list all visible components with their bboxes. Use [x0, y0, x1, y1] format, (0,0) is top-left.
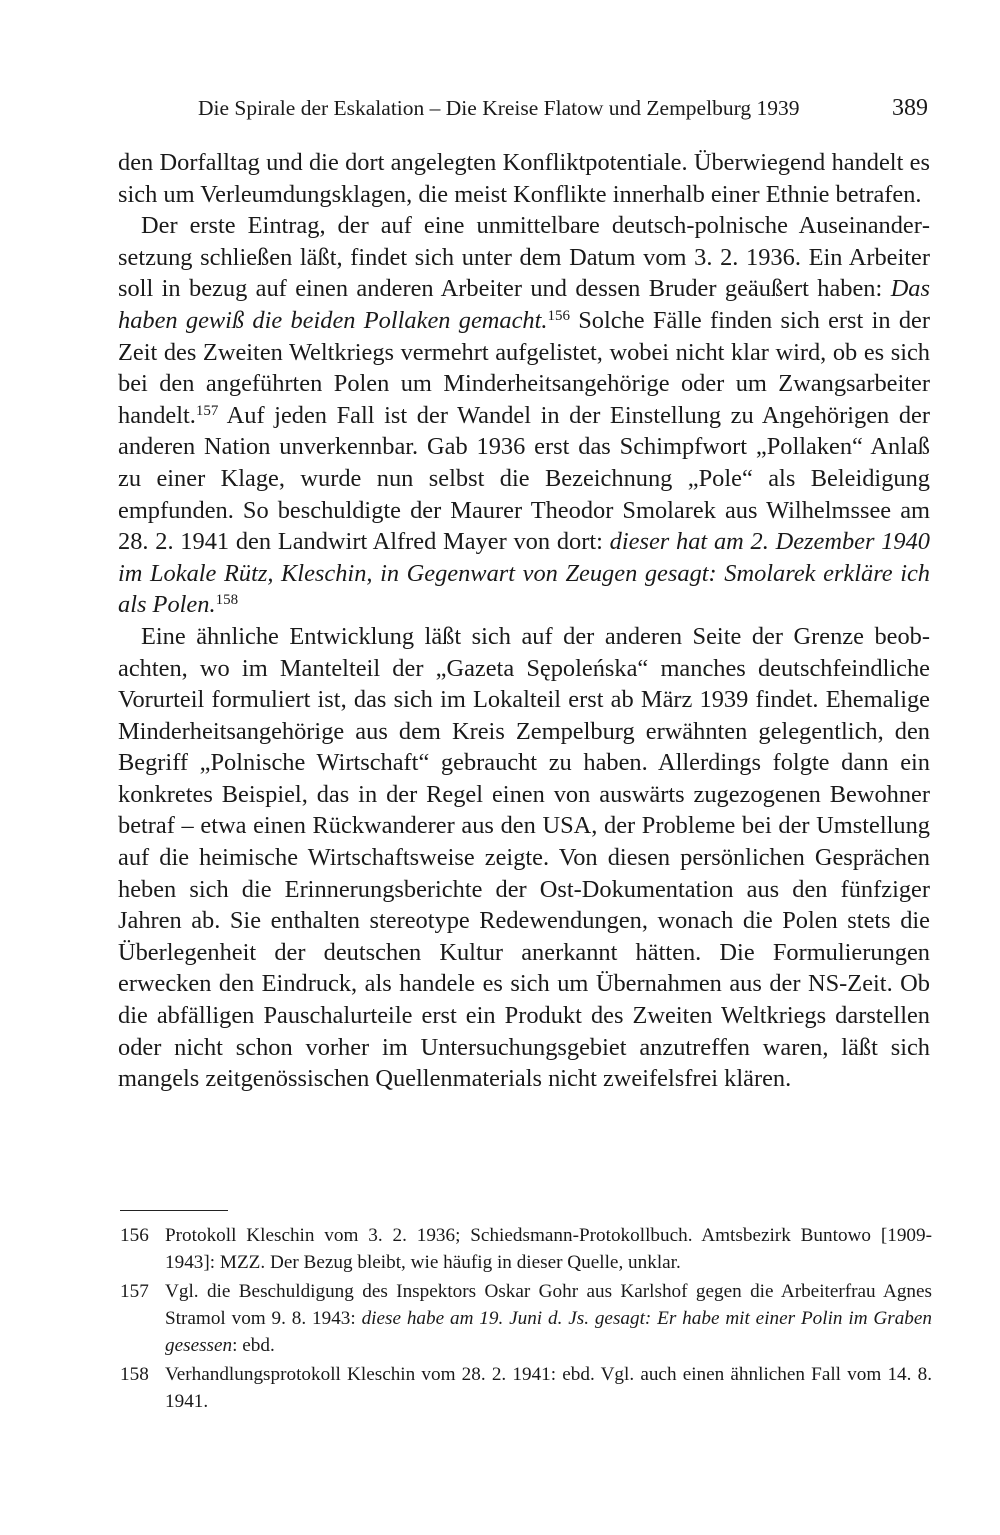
text-run: Auf jeden Fall ist der Wandel in der Einstellung zu Angehörigen der anderen Nation unverkennbar. Gab 1936 erst das Schimpfwort „Pollaken“ Anlaß zu einer Klage, wurde nun selbst die Bezeichnung „Pole“ als Beleidigung empfunden. So beschuldigte der Maurer Theodor Smolarek aus Wilhelmssee am 28. 2. 1941 den Landwirt Alfred Mayer von dort: — [118, 401, 930, 556]
footnote — [120, 1278, 932, 1359]
text-run: Eine ähnliche Entwicklung läßt sich auf der anderen Seite der Grenze beobachten, wo im Mantelteil der „Gazeta Sępoleńska“ manches deutschfeindliche Vorurteil formuliert ist, das sich im Lokalteil erst ab März 1939 findet. Ehemalige Minderheitsangehörige aus dem Kreis Zempelburg erwähnten gelegentlich, den Begriff „Polnische Wirtschaft“ gebraucht zu haben. Allerdings folgte dann ein konkretes Beispiel, das in der Regel einen von auswärts zugezogenen Bewohner betraf – etwa einen Rückwanderer aus den USA, der Probleme bei der Umstellung auf die heimische Wirtschaftsweise zeigte. Von diesen persönlichen Gesprächen heben sich die Erinnerungsberichte der Ost-Dokumentation aus den fünfziger Jahren ab. Sie enthalten stereotype Redewendungen, wonach die Polen stets die Überlegenheit der deutschen Kultur anerkannt hätten. Die Formulierungen erwecken den Eindruck, als handele es sich um Übernahmen aus der NS-Zeit. Ob die abfälligen Pauschalurteile erst ein Produkt des Zweiten Weltkriegs darstellen oder nicht schon vorher im Untersuchungsgebiet anzutreffen waren, läßt sich mangels zeitgenössischen Quellenmaterials nicht zweifelsfrei klären. — [118, 622, 930, 1093]
footnotes — [120, 1222, 932, 1417]
text-run: Verhandlungsprotokoll Kleschin vom 28. 2. 1941: ebd. Vgl. auch einen ähnlichen Fall vom 14. 8. 1941. — [165, 1364, 932, 1412]
footnote — [120, 1361, 932, 1415]
footnote-number: 158 — [120, 1364, 149, 1385]
text-run: den Dorfalltag und die dort angelegten Konfliktpotentiale. Überwiegend handelt es sich um Verleumdungsklagen, die meist Konflikte innerhalb einer Ethnie betrafen. — [118, 149, 930, 208]
footnote-reference: 158 — [215, 592, 239, 609]
italic-quote: Das haben gewiß die beiden Pollaken gemacht. — [118, 275, 930, 334]
footnote-text — [165, 1361, 932, 1415]
footnote-text — [165, 1222, 932, 1276]
footnote-number: 156 — [120, 1225, 149, 1246]
paragraph — [118, 210, 930, 621]
footnote-reference: 156 — [547, 307, 570, 324]
text-run: Solche Fälle finden sich erst in der Zeit des Zweiten Weltkriegs vermehrt aufgelistet, wobei nicht klar wird, ob es sich bei den angeführten Polen um Minderheitsangehörige oder um Zwangsarbeiter handelt. — [118, 306, 930, 429]
running-head — [198, 88, 928, 128]
paragraph — [118, 147, 930, 210]
italic-quote: diese habe am 19. Juni d. Js. gesagt: Er habe mit einer Polin im Graben gesessen — [165, 1308, 933, 1356]
italic-quote: dieser hat am 2. Dezember 1940 im Lokale Rütz, Kleschin, in Gegenwart von Zeugen gesagt: Smolarek erkläre ich als Polen. — [118, 528, 931, 619]
footnote-number: 157 — [120, 1281, 149, 1302]
page-number: 389 — [892, 95, 928, 121]
body-text — [118, 147, 930, 1095]
footnote — [120, 1222, 932, 1276]
text-run: Protokoll Kleschin vom 3. 2. 1936; Schiedsmann-Protokollbuch. Amtsbezirk Buntowo [1909-1943]: MZZ. Der Bezug bleibt, wie häufig in dieser Quelle, unklar. — [165, 1225, 932, 1273]
text-run: Der erste Eintrag, der auf eine unmittelbare deutsch-polnische Auseinandersetzung schließen läßt, findet sich unter dem Datum vom 3. 2. 1936. Ein Arbeiter soll in bezug auf einen anderen Arbeiter und dessen Bruder geäußert haben: — [118, 212, 930, 303]
paragraph — [118, 621, 930, 1095]
footnote-text — [165, 1278, 932, 1359]
text-run: : ebd. — [232, 1335, 275, 1356]
running-head-title: Die Spirale der Eskalation – Die Kreise Flatow und Zempelburg 1939 — [198, 96, 800, 120]
footnote-reference: 157 — [195, 402, 219, 419]
text-run: Vgl. die Beschuldigung des Inspektors Oskar Gohr aus Karlshof gegen die Arbeiterfrau Agnes Stramol vom 9. 8. 1943: — [165, 1281, 932, 1329]
footnote-separator — [120, 1210, 228, 1211]
